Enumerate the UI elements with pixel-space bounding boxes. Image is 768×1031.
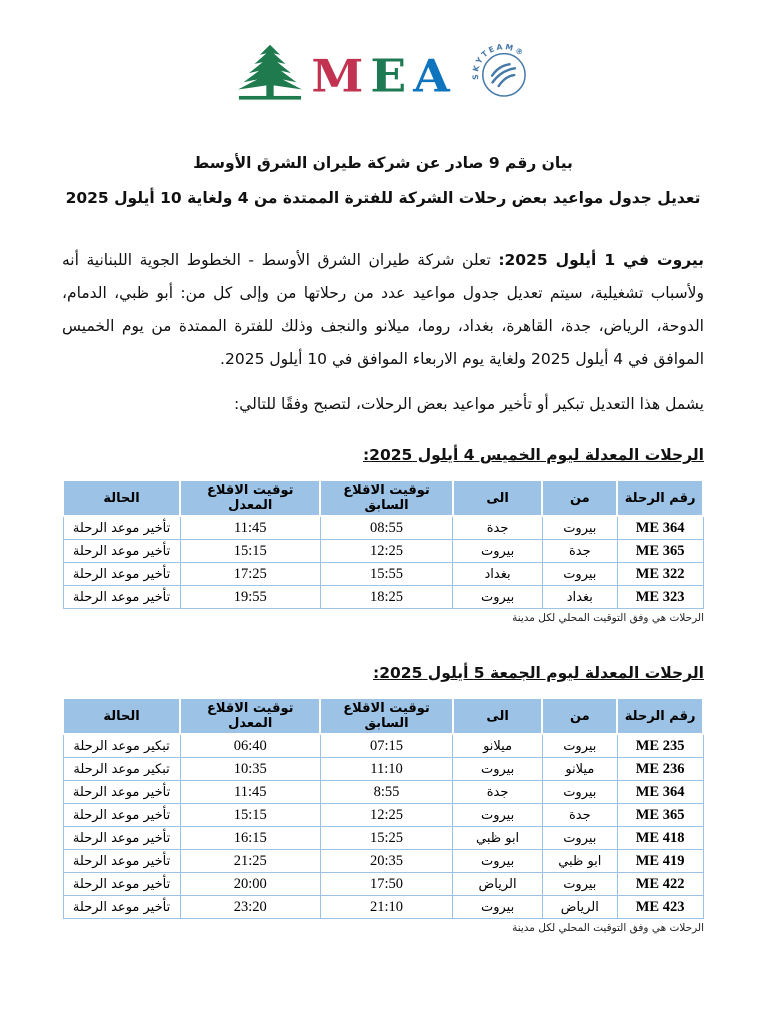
updated-time-cell: 10:35: [180, 758, 320, 781]
skyteam-icon: [471, 40, 535, 104]
section-friday-flights: [62, 660, 704, 936]
updated-time-cell: 19:55: [180, 586, 320, 609]
column-header: الى: [453, 480, 543, 516]
to-cell: جدة: [453, 516, 543, 540]
column-header: رقم الرحلة: [617, 480, 703, 516]
table-row: [63, 873, 703, 896]
flight-number-cell: ME 418: [617, 827, 703, 850]
to-cell: بغداد: [453, 563, 543, 586]
status-cell: تأخير موعد الرحلة: [63, 850, 180, 873]
flights-table-thursday: [62, 479, 704, 609]
status-cell: تأخير موعد الرحلة: [63, 563, 180, 586]
from-cell: الرياض: [542, 896, 617, 919]
previous-time-cell: 15:25: [320, 827, 452, 850]
to-cell: بيروت: [453, 758, 543, 781]
table-row: [63, 540, 703, 563]
to-cell: بيروت: [453, 850, 543, 873]
status-cell: تبكير موعد الرحلة: [63, 758, 180, 781]
summary-line: يشمل هذا التعديل تبكير أو تأخير مواعيد بعض الرحلات، لتصبح وفقًا للتالي:: [233, 395, 704, 413]
status-cell: تأخير موعد الرحلة: [63, 804, 180, 827]
mea-letter-a: A: [413, 50, 457, 103]
previous-time-cell: 08:55: [320, 516, 452, 540]
previous-time-cell: 11:10: [320, 758, 452, 781]
updated-time-cell: 20:00: [180, 873, 320, 896]
updated-time-cell: 23:20: [180, 896, 320, 919]
status-cell: تأخير موعد الرحلة: [63, 896, 180, 919]
from-cell: جدة: [542, 540, 617, 563]
mea-wordmark: [311, 49, 456, 104]
from-cell: بيروت: [542, 516, 617, 540]
from-cell: ابو ظبي: [542, 850, 617, 873]
previous-time-cell: 12:25: [320, 540, 452, 563]
flight-number-cell: ME 422: [617, 873, 703, 896]
column-header: توقيت الاقلاع السابق: [320, 480, 452, 516]
updated-time-cell: 15:15: [180, 804, 320, 827]
status-cell: تأخير موعد الرحلة: [63, 540, 180, 563]
intro-paragraph: [62, 244, 704, 376]
status-cell: تبكير موعد الرحلة: [63, 734, 180, 758]
table-row: [63, 804, 703, 827]
column-header: الحالة: [63, 698, 180, 734]
mea-logo: [62, 34, 704, 106]
updated-time-cell: 11:45: [180, 781, 320, 804]
flight-number-cell: ME 365: [617, 540, 703, 563]
section-title: الرحلات المعدلة ليوم الخميس 4 أيلول 2025:: [362, 446, 704, 464]
status-cell: تأخير موعد الرحلة: [63, 781, 180, 804]
flight-number-cell: ME 235: [617, 734, 703, 758]
table-row: [63, 781, 703, 804]
from-cell: بيروت: [542, 734, 617, 758]
mea-letter-e: E: [370, 50, 414, 103]
from-cell: بيروت: [542, 781, 617, 804]
column-header: رقم الرحلة: [617, 698, 703, 734]
intro-text: تعلن شركة طيران الشرق الأوسط - الخطوط الجوية اللبنانية أنه ولأسباب تشغيلية، سيتم تعديل جدول مواعيد عدد من رحلاتها من وإلى كل من: أبو ظبي، الدمام، الدوحة، الرياض، جدة، القاهرة، بغداد، روما، ميلانو والنجف وذلك للفترة الممتدة من يوم الخميس الموافق في 4 أيلول 2025 ولغاية يوم الاربعاء الموافق في 10 أيلول 2025.: [62, 251, 704, 368]
flight-number-cell: ME 365: [617, 804, 703, 827]
local-time-footnote: الرحلات هي وفق التوقيت المحلي لكل مدينة: [512, 922, 704, 934]
local-time-footnote: الرحلات هي وفق التوقيت المحلي لكل مدينة: [512, 612, 704, 624]
previous-time-cell: 20:35: [320, 850, 452, 873]
flight-number-cell: ME 364: [617, 516, 703, 540]
to-cell: الرياض: [453, 873, 543, 896]
updated-time-cell: 17:25: [180, 563, 320, 586]
skyteam-label: SKYTEAM®: [470, 42, 527, 81]
updated-time-cell: 15:15: [180, 540, 320, 563]
updated-time-cell: 11:45: [180, 516, 320, 540]
status-cell: تأخير موعد الرحلة: [63, 516, 180, 540]
statement-title: بيان رقم 9 صادر عن شركة طيران الشرق الأوسط: [193, 154, 573, 172]
mea-letter-m: M: [311, 50, 371, 103]
from-cell: بيروت: [542, 873, 617, 896]
table-row: [63, 758, 703, 781]
to-cell: بيروت: [453, 586, 543, 609]
from-cell: جدة: [542, 804, 617, 827]
from-cell: بغداد: [542, 586, 617, 609]
previous-time-cell: 8:55: [320, 781, 452, 804]
flights-table-friday: [62, 697, 704, 919]
section-title: الرحلات المعدلة ليوم الجمعة 5 أيلول 2025:: [373, 664, 704, 682]
status-cell: تأخير موعد الرحلة: [63, 827, 180, 850]
flight-number-cell: ME 419: [617, 850, 703, 873]
column-header: توقيت الاقلاع السابق: [320, 698, 452, 734]
from-cell: ميلانو: [542, 758, 617, 781]
table-row: [63, 586, 703, 609]
flight-number-cell: ME 364: [617, 781, 703, 804]
updated-time-cell: 21:25: [180, 850, 320, 873]
column-header: من: [542, 698, 617, 734]
to-cell: بيروت: [453, 540, 543, 563]
table-row: [63, 563, 703, 586]
column-header: من: [542, 480, 617, 516]
table-row: [63, 734, 703, 758]
updated-time-cell: 16:15: [180, 827, 320, 850]
flight-number-cell: ME 423: [617, 896, 703, 919]
column-header: الحالة: [63, 480, 180, 516]
status-cell: تأخير موعد الرحلة: [63, 586, 180, 609]
table-header-row: [63, 480, 703, 516]
dateline: بيروت في 1 أيلول 2025:: [498, 251, 704, 269]
previous-time-cell: 15:55: [320, 563, 452, 586]
document-header: [62, 146, 704, 216]
to-cell: بيروت: [453, 896, 543, 919]
to-cell: ميلانو: [453, 734, 543, 758]
previous-time-cell: 18:25: [320, 586, 452, 609]
previous-time-cell: 17:50: [320, 873, 452, 896]
flight-number-cell: ME 236: [617, 758, 703, 781]
column-header: توقيت الاقلاع المعدل: [180, 480, 320, 516]
to-cell: ابو ظبي: [453, 827, 543, 850]
updated-time-cell: 06:40: [180, 734, 320, 758]
previous-time-cell: 21:10: [320, 896, 452, 919]
to-cell: بيروت: [453, 804, 543, 827]
previous-time-cell: 07:15: [320, 734, 452, 758]
statement-subtitle: تعديل جدول مواعيد بعض رحلات الشركة للفترة الممتدة من 4 ولغاية 10 أيلول 2025: [65, 189, 701, 207]
from-cell: بيروت: [542, 827, 617, 850]
table-header-row: [63, 698, 703, 734]
status-cell: تأخير موعد الرحلة: [63, 873, 180, 896]
to-cell: جدة: [453, 781, 543, 804]
table-row: [63, 896, 703, 919]
flight-number-cell: ME 322: [617, 563, 703, 586]
flight-number-cell: ME 323: [617, 586, 703, 609]
from-cell: بيروت: [542, 563, 617, 586]
previous-time-cell: 12:25: [320, 804, 452, 827]
column-header: الى: [453, 698, 543, 734]
table-row: [63, 850, 703, 873]
table-row: [63, 516, 703, 540]
table-row: [63, 827, 703, 850]
cedar-tree-icon: [231, 42, 309, 106]
section-thursday-flights: [62, 442, 704, 626]
column-header: توقيت الاقلاع المعدل: [180, 698, 320, 734]
